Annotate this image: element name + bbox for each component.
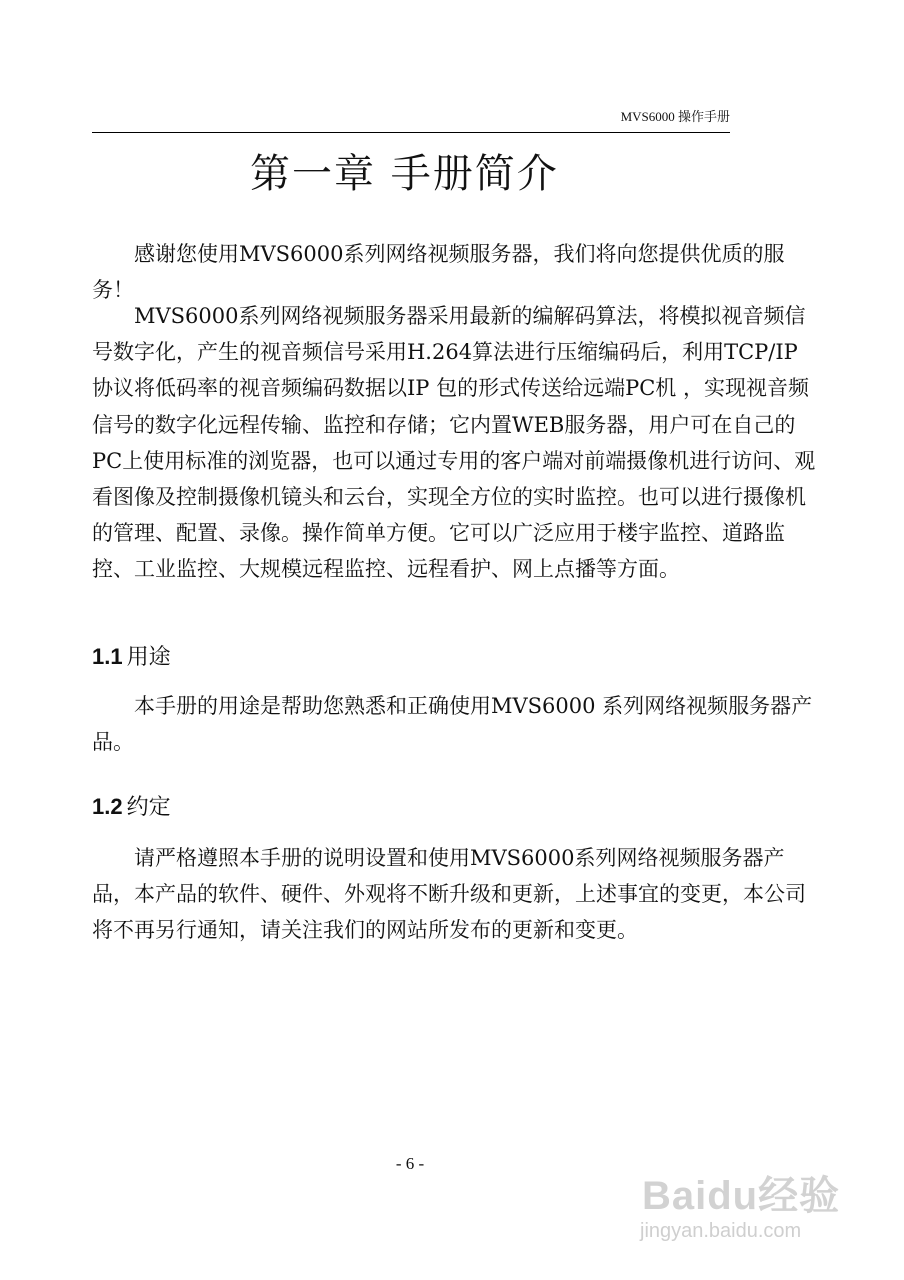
section-number: 1.1 [92,644,123,669]
section-number: 1.2 [92,794,123,819]
section-title: 约定 [126,795,171,820]
chapter-title: 第一章 手册简介 [250,151,559,197]
watermark-brand: Baidu经验 [642,1174,841,1218]
section-heading-usage [92,640,171,671]
watermark-url: jingyan.baidu.com [640,1220,802,1242]
page-number: - 6 - [395,1154,425,1173]
section-title: 用途 [126,645,171,670]
header-divider [92,132,730,133]
intro-paragraph-1: 感谢您使用MVS6000系列网络视频服务器，我们将向您提供优质的服务！ [92,242,785,303]
section-body-usage: 本手册的用途是帮助您熟悉和正确使用MVS6000 系列网络视频服务器产品。 [92,694,813,755]
intro-paragraph-2: MVS6000系列网络视频服务器采用最新的编解码算法，将模拟视音频信号数字化，产生的视音频信号采用H.264算法进行压缩编码后，利用TCP/IP协议将低码率的视音频编码数据以IP 包的形式传送给远端PC机 ，实现视音频信号的数字化远程传输、监控和存储；它内置WEB服务器，用户可在自己的PC上使用标准的浏览器，也可以通过专用的客户端对前端摄像机进行访问、观看图像及控制摄像机镜头和云台，实现全方位的实时监控。也可以进行摄像机的管理、配置、录像。操作简单方便。它可以广泛应用于楼宇监控、道路监控、工业监控、大规模远程监控、远程看护、网上点播等方面。 [92,304,816,582]
section-heading-conventions [92,790,171,821]
baidu-watermark [628,1150,868,1254]
running-header: MVS6000 操作手册 [620,109,730,124]
section-body-conventions: 请严格遵照本手册的说明设置和使用MVS6000系列网络视频服务器产品，本产品的软件、硬件、外观将不断升级和更新，上述事宜的变更，本公司将不再另行通知，请关注我们的网站所发布的更新和变更。 [92,846,806,943]
